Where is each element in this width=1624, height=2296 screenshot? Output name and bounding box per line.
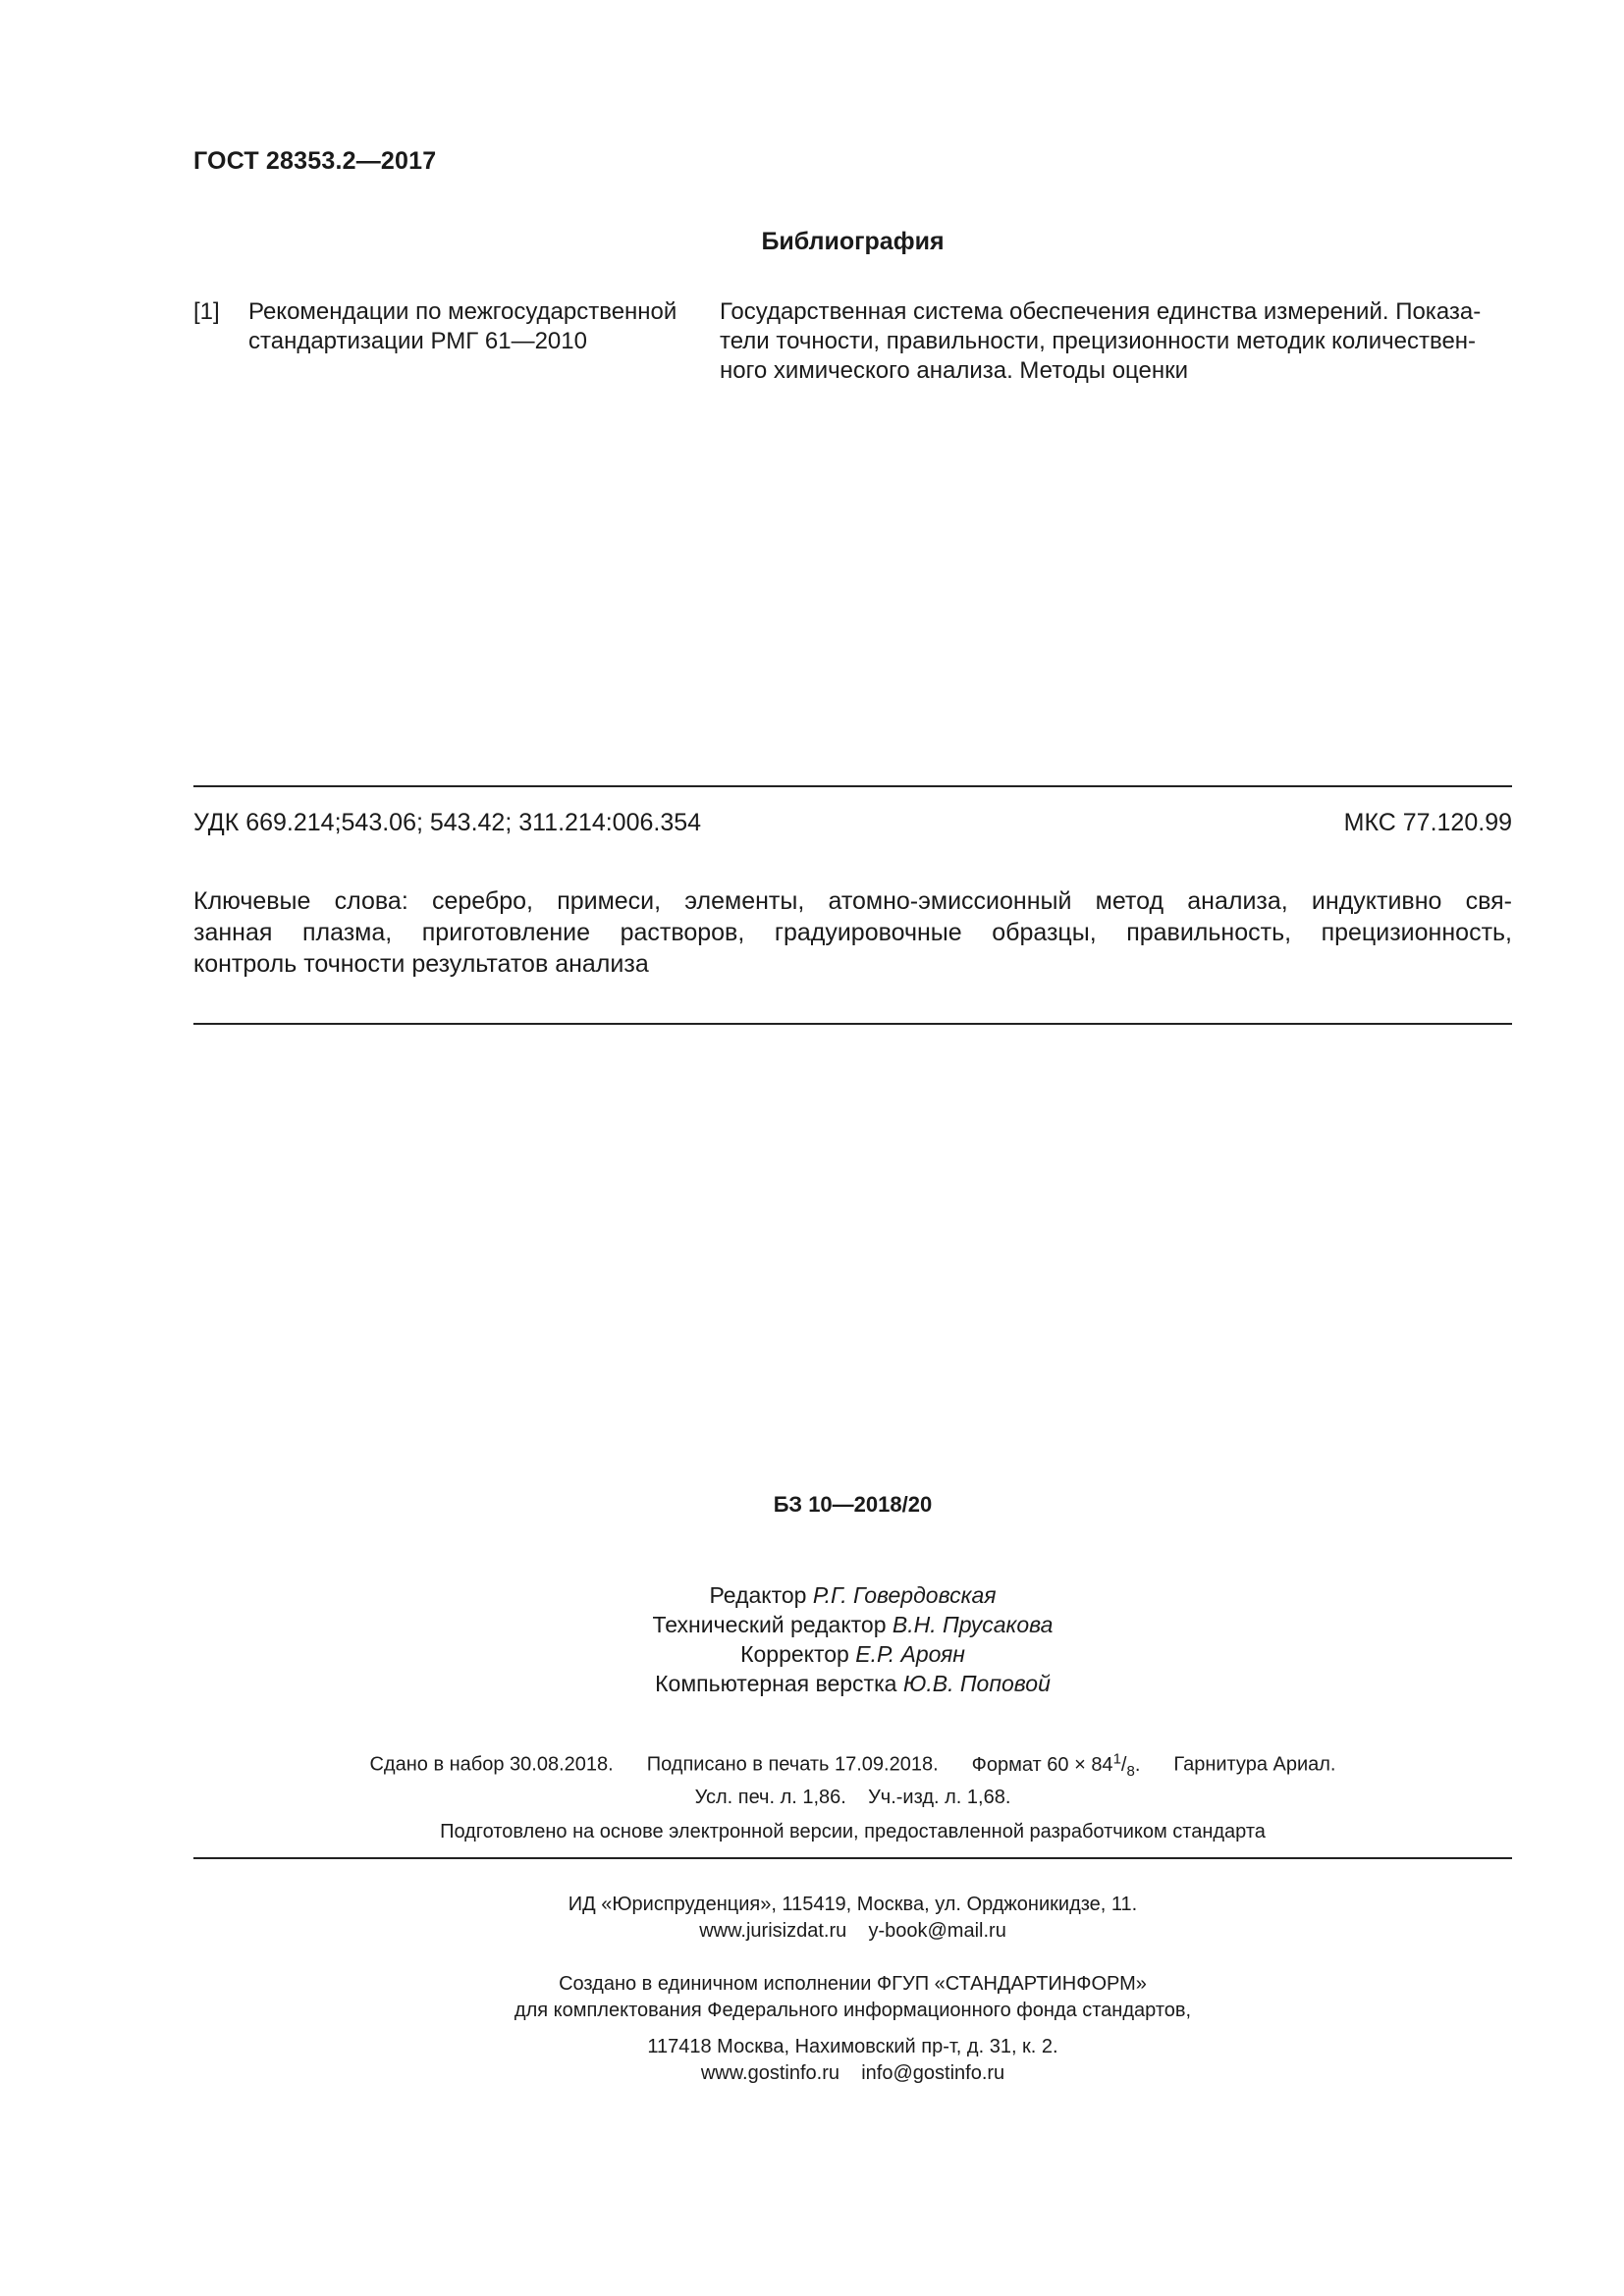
bz-number: БЗ 10—2018/20 (773, 1492, 933, 1517)
publisher-contacts (193, 1918, 1512, 1945)
publisher-sheets: Уч.-изд. л. 1,68. (868, 1786, 1011, 1808)
creator-line: для комплектования Федерального информационного фонда стандартов, (514, 2000, 1192, 2021)
creator-block (193, 1971, 1512, 2024)
bibliography-source-line: стандартизации РМГ 61—2010 (248, 328, 587, 354)
prepared-note: Подготовлено на основе электронной версии, предоставленной разработчиком стандарта (440, 1821, 1266, 1842)
credit-proofreader: Корректор Е.Р. Ароян (740, 1641, 965, 1667)
divider-keywords (193, 1023, 1512, 1025)
publication-info (193, 1745, 1512, 1811)
keywords-line: контроль точности результатов анализа (193, 950, 649, 978)
creator-email[interactable]: info@gostinfo.ru (861, 2062, 1005, 2084)
credit-tech-editor: Технический редактор В.Н. Прусакова (652, 1612, 1054, 1637)
bibliography-document-title (720, 297, 1515, 386)
keywords-line: Ключевые слова: серебро, примеси, элементы, атомно-эмиссионный метод анализа, индуктивно свя- (193, 887, 1512, 915)
signed-date: Подписано в печать 17.09.2018. (646, 1753, 939, 1776)
credit-editor: Редактор Р.Г. Говердовская (709, 1582, 997, 1608)
publication-info-line (193, 1745, 1512, 1785)
credit-name: Р.Г. Говердовская (812, 1582, 997, 1608)
format: Формат $60 \times 84^1/_8$. (971, 1750, 1141, 1780)
mks-code: МКС 77.120.99 (1343, 809, 1512, 836)
credit-name: Е.Р. Ароян (855, 1641, 965, 1667)
bibliography-title-line: ного химического анализа. Методы оценки (720, 357, 1189, 384)
sheets-line (193, 1785, 1512, 1811)
publisher-block (193, 1892, 1512, 1945)
creator-website[interactable]: www.gostinfo.ru (700, 2062, 839, 2084)
creator-address: 117418 Москва, Нахимовский пр-т, д. 31, к. 2. (647, 2036, 1058, 2057)
creator-contacts (193, 2060, 1512, 2087)
bibliography-number: [1] (193, 298, 220, 325)
bibliography-title-line: тели точности, правильности, прецизионности методик количествен- (720, 328, 1477, 354)
divider-imprint (193, 1857, 1512, 1859)
credit-layout: Компьютерная верстка Ю.В. Поповой (655, 1671, 1051, 1696)
keywords-line: занная плазма, приготовление растворов, градуировочные образцы, правильность, прецизионность, (193, 919, 1512, 946)
divider-top (193, 785, 1512, 787)
credits-block (193, 1580, 1512, 1698)
creator-line: Создано в единичном исполнении ФГУП «СТАНДАРТИНФОРМ» (559, 1973, 1147, 1995)
credit-name: В.Н. Прусакова (892, 1612, 1054, 1637)
publisher-email[interactable]: y-book@mail.ru (868, 1920, 1006, 1942)
document-code: ГОСТ 28353.2—2017 (193, 147, 437, 175)
print-sheets: Усл. печ. л. 1,86. (694, 1786, 846, 1808)
typeface: Гарнитура Ариал. (1173, 1753, 1336, 1776)
bibliography-title: Библиография (761, 228, 945, 255)
bibliography-title-line: Государственная система обеспечения единства измерений. Показа- (720, 298, 1482, 325)
bibliography-source-line: Рекомендации по межгосударственной (248, 298, 677, 325)
udk-code: УДК 669.214;543.06; 543.42; 311.214:006.354 (193, 809, 702, 836)
bibliography-item (193, 297, 1512, 405)
publisher-address: ИД «Юриспруденция», 115419, Москва, ул. Орджоникидзе, 11. (568, 1894, 1138, 1915)
publisher-website[interactable]: www.jurisizdat.ru (699, 1920, 847, 1942)
credit-name: Ю.В. Поповой (902, 1671, 1051, 1696)
keywords-block (193, 885, 1512, 980)
submitted-date: Сдано в набор 30.08.2018. (369, 1753, 614, 1776)
creator-address-block (193, 2034, 1512, 2087)
